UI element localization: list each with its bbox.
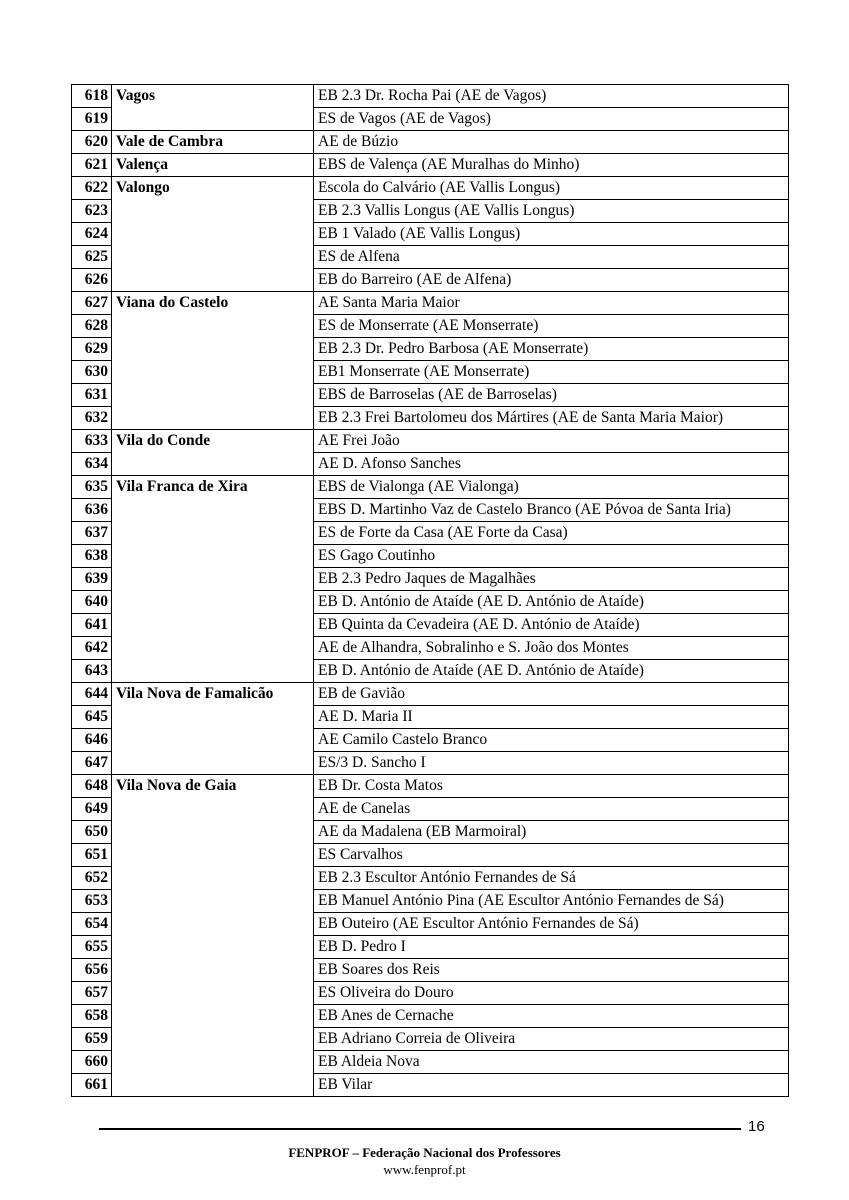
table-row bbox=[72, 1051, 789, 1074]
school-name-cell: Escola do Calvário (AE Vallis Longus) bbox=[314, 177, 789, 200]
school-name-cell: EB D. Pedro I bbox=[314, 936, 789, 959]
school-name-cell: EB 2.3 Pedro Jaques de Magalhães bbox=[314, 568, 789, 591]
school-name-cell: AE Frei João bbox=[314, 430, 789, 453]
municipality-cell bbox=[112, 315, 314, 338]
school-name-cell: AE D. Maria II bbox=[314, 706, 789, 729]
municipality-cell bbox=[112, 844, 314, 867]
row-number: 628 bbox=[72, 315, 112, 338]
school-name-cell: EBS de Barroselas (AE de Barroselas) bbox=[314, 384, 789, 407]
row-number: 651 bbox=[72, 844, 112, 867]
table-row bbox=[72, 890, 789, 913]
school-name-cell: ES Carvalhos bbox=[314, 844, 789, 867]
row-number: 632 bbox=[72, 407, 112, 430]
row-number: 620 bbox=[72, 131, 112, 154]
table-row bbox=[72, 338, 789, 361]
school-name-cell: EBS D. Martinho Vaz de Castelo Branco (AE Póvoa de Santa Iria) bbox=[314, 499, 789, 522]
municipality-cell bbox=[112, 821, 314, 844]
school-name-cell: AE Santa Maria Maior bbox=[314, 292, 789, 315]
row-number: 631 bbox=[72, 384, 112, 407]
school-name-cell: EB Dr. Costa Matos bbox=[314, 775, 789, 798]
municipality-cell bbox=[112, 591, 314, 614]
table-row bbox=[72, 315, 789, 338]
row-number: 644 bbox=[72, 683, 112, 706]
row-number: 626 bbox=[72, 269, 112, 292]
school-name-cell: EBS de Vialonga (AE Vialonga) bbox=[314, 476, 789, 499]
table-row bbox=[72, 867, 789, 890]
row-number: 645 bbox=[72, 706, 112, 729]
row-number: 658 bbox=[72, 1005, 112, 1028]
table-row bbox=[72, 591, 789, 614]
row-number: 653 bbox=[72, 890, 112, 913]
municipality-cell: Vale de Cambra bbox=[112, 131, 314, 154]
school-name-cell: EB1 Monserrate (AE Monserrate) bbox=[314, 361, 789, 384]
school-name-cell: ES Oliveira do Douro bbox=[314, 982, 789, 1005]
municipality-cell bbox=[112, 706, 314, 729]
row-number: 641 bbox=[72, 614, 112, 637]
municipality-cell bbox=[112, 798, 314, 821]
table-row bbox=[72, 637, 789, 660]
municipality-cell bbox=[112, 269, 314, 292]
table-row bbox=[72, 844, 789, 867]
row-number: 646 bbox=[72, 729, 112, 752]
row-number: 619 bbox=[72, 108, 112, 131]
municipality-cell bbox=[112, 890, 314, 913]
school-name-cell: EB 2.3 Dr. Rocha Pai (AE de Vagos) bbox=[314, 85, 789, 108]
school-name-cell: EB Quinta da Cevadeira (AE D. António de Ataíde) bbox=[314, 614, 789, 637]
table-row bbox=[72, 85, 789, 108]
municipality-cell bbox=[112, 522, 314, 545]
municipality-cell bbox=[112, 982, 314, 1005]
row-number: 622 bbox=[72, 177, 112, 200]
table-row bbox=[72, 200, 789, 223]
table-row bbox=[72, 1074, 789, 1097]
row-number: 638 bbox=[72, 545, 112, 568]
row-number: 627 bbox=[72, 292, 112, 315]
table-row bbox=[72, 959, 789, 982]
municipality-cell bbox=[112, 637, 314, 660]
table-row bbox=[72, 522, 789, 545]
table-row bbox=[72, 936, 789, 959]
table-row bbox=[72, 476, 789, 499]
row-number: 648 bbox=[72, 775, 112, 798]
table-row bbox=[72, 453, 789, 476]
row-number: 634 bbox=[72, 453, 112, 476]
schools-table bbox=[71, 84, 789, 1097]
row-number: 618 bbox=[72, 85, 112, 108]
schools-table-body bbox=[72, 85, 789, 1097]
row-number: 630 bbox=[72, 361, 112, 384]
row-number: 635 bbox=[72, 476, 112, 499]
school-name-cell: AE de Canelas bbox=[314, 798, 789, 821]
school-name-cell: EB Outeiro (AE Escultor António Fernandes de Sá) bbox=[314, 913, 789, 936]
table-row bbox=[72, 499, 789, 522]
footer-organization: FENPROF – Federação Nacional dos Professores bbox=[288, 1145, 561, 1160]
row-number: 629 bbox=[72, 338, 112, 361]
row-number: 652 bbox=[72, 867, 112, 890]
municipality-cell bbox=[112, 361, 314, 384]
municipality-cell bbox=[112, 384, 314, 407]
municipality-cell bbox=[112, 867, 314, 890]
municipality-cell bbox=[112, 936, 314, 959]
row-number: 642 bbox=[72, 637, 112, 660]
municipality-cell: Vila Franca de Xira bbox=[112, 476, 314, 499]
school-name-cell: ES/3 D. Sancho I bbox=[314, 752, 789, 775]
school-name-cell: ES de Vagos (AE de Vagos) bbox=[314, 108, 789, 131]
school-name-cell: EB 1 Valado (AE Vallis Longus) bbox=[314, 223, 789, 246]
municipality-cell bbox=[112, 223, 314, 246]
school-name-cell: EB Soares dos Reis bbox=[314, 959, 789, 982]
municipality-cell: Vila Nova de Famalicão bbox=[112, 683, 314, 706]
table-row bbox=[72, 407, 789, 430]
school-name-cell: EB do Barreiro (AE de Alfena) bbox=[314, 269, 789, 292]
footer-divider bbox=[99, 1128, 741, 1130]
table-row bbox=[72, 1028, 789, 1051]
row-number: 650 bbox=[72, 821, 112, 844]
municipality-cell bbox=[112, 568, 314, 591]
school-name-cell: EB Aldeia Nova bbox=[314, 1051, 789, 1074]
school-name-cell: EB 2.3 Escultor António Fernandes de Sá bbox=[314, 867, 789, 890]
municipality-cell bbox=[112, 108, 314, 131]
row-number: 656 bbox=[72, 959, 112, 982]
row-number: 633 bbox=[72, 430, 112, 453]
school-name-cell: EB Anes de Cernache bbox=[314, 1005, 789, 1028]
table-row bbox=[72, 384, 789, 407]
table-row bbox=[72, 246, 789, 269]
row-number: 636 bbox=[72, 499, 112, 522]
school-name-cell: EBS de Valença (AE Muralhas do Minho) bbox=[314, 154, 789, 177]
school-name-cell: EB Adriano Correia de Oliveira bbox=[314, 1028, 789, 1051]
table-row bbox=[72, 913, 789, 936]
row-number: 655 bbox=[72, 936, 112, 959]
table-row bbox=[72, 982, 789, 1005]
municipality-cell bbox=[112, 1074, 314, 1097]
row-number: 639 bbox=[72, 568, 112, 591]
table-row bbox=[72, 706, 789, 729]
municipality-cell: Viana do Castelo bbox=[112, 292, 314, 315]
table-row bbox=[72, 361, 789, 384]
row-number: 649 bbox=[72, 798, 112, 821]
school-name-cell: EB de Gavião bbox=[314, 683, 789, 706]
municipality-cell bbox=[112, 453, 314, 476]
municipality-cell bbox=[112, 729, 314, 752]
table-row bbox=[72, 821, 789, 844]
table-row bbox=[72, 430, 789, 453]
municipality-cell bbox=[112, 959, 314, 982]
school-name-cell: AE D. Afonso Sanches bbox=[314, 453, 789, 476]
footer-url: www.fenprof.pt bbox=[383, 1162, 466, 1177]
school-name-cell: AE da Madalena (EB Marmoiral) bbox=[314, 821, 789, 844]
table-row bbox=[72, 1005, 789, 1028]
municipality-cell bbox=[112, 614, 314, 637]
school-name-cell: AE de Búzio bbox=[314, 131, 789, 154]
table-row bbox=[72, 752, 789, 775]
row-number: 647 bbox=[72, 752, 112, 775]
table-row bbox=[72, 154, 789, 177]
table-row bbox=[72, 798, 789, 821]
table-row bbox=[72, 660, 789, 683]
school-name-cell: ES de Monserrate (AE Monserrate) bbox=[314, 315, 789, 338]
row-number: 654 bbox=[72, 913, 112, 936]
school-name-cell: ES de Forte da Casa (AE Forte da Casa) bbox=[314, 522, 789, 545]
table-row bbox=[72, 223, 789, 246]
row-number: 624 bbox=[72, 223, 112, 246]
row-number: 661 bbox=[72, 1074, 112, 1097]
school-name-cell: EB Manuel António Pina (AE Escultor António Fernandes de Sá) bbox=[314, 890, 789, 913]
table-row bbox=[72, 568, 789, 591]
municipality-cell: Valença bbox=[112, 154, 314, 177]
table-row bbox=[72, 292, 789, 315]
row-number: 637 bbox=[72, 522, 112, 545]
row-number: 640 bbox=[72, 591, 112, 614]
school-name-cell: ES de Alfena bbox=[314, 246, 789, 269]
municipality-cell bbox=[112, 752, 314, 775]
municipality-cell bbox=[112, 246, 314, 269]
municipality-cell bbox=[112, 407, 314, 430]
row-number: 621 bbox=[72, 154, 112, 177]
municipality-cell bbox=[112, 545, 314, 568]
school-name-cell: EB 2.3 Vallis Longus (AE Vallis Longus) bbox=[314, 200, 789, 223]
municipality-cell: Vila do Conde bbox=[112, 430, 314, 453]
municipality-cell: Vila Nova de Gaia bbox=[112, 775, 314, 798]
municipality-cell: Valongo bbox=[112, 177, 314, 200]
row-number: 657 bbox=[72, 982, 112, 1005]
table-row bbox=[72, 614, 789, 637]
school-name-cell: AE de Alhandra, Sobralinho e S. João dos Montes bbox=[314, 637, 789, 660]
school-name-cell: EB D. António de Ataíde (AE D. António de Ataíde) bbox=[314, 591, 789, 614]
table-row bbox=[72, 729, 789, 752]
table-row bbox=[72, 683, 789, 706]
row-number: 625 bbox=[72, 246, 112, 269]
table-row bbox=[72, 108, 789, 131]
row-number: 643 bbox=[72, 660, 112, 683]
municipality-cell bbox=[112, 913, 314, 936]
school-name-cell: EB D. António de Ataíde (AE D. António de Ataíde) bbox=[314, 660, 789, 683]
municipality-cell: Vagos bbox=[112, 85, 314, 108]
table-row bbox=[72, 775, 789, 798]
municipality-cell bbox=[112, 1028, 314, 1051]
municipality-cell bbox=[112, 1051, 314, 1074]
table-row bbox=[72, 545, 789, 568]
row-number: 623 bbox=[72, 200, 112, 223]
municipality-cell bbox=[112, 338, 314, 361]
school-name-cell: ES Gago Coutinho bbox=[314, 545, 789, 568]
municipality-cell bbox=[112, 200, 314, 223]
page-number: 16 bbox=[748, 1118, 765, 1135]
school-name-cell: EB 2.3 Dr. Pedro Barbosa (AE Monserrate) bbox=[314, 338, 789, 361]
table-row bbox=[72, 269, 789, 292]
table-row bbox=[72, 131, 789, 154]
row-number: 660 bbox=[72, 1051, 112, 1074]
row-number: 659 bbox=[72, 1028, 112, 1051]
school-name-cell: AE Camilo Castelo Branco bbox=[314, 729, 789, 752]
table-row bbox=[72, 177, 789, 200]
municipality-cell bbox=[112, 660, 314, 683]
school-name-cell: EB Vilar bbox=[314, 1074, 789, 1097]
municipality-cell bbox=[112, 1005, 314, 1028]
school-name-cell: EB 2.3 Frei Bartolomeu dos Mártires (AE de Santa Maria Maior) bbox=[314, 407, 789, 430]
municipality-cell bbox=[112, 499, 314, 522]
